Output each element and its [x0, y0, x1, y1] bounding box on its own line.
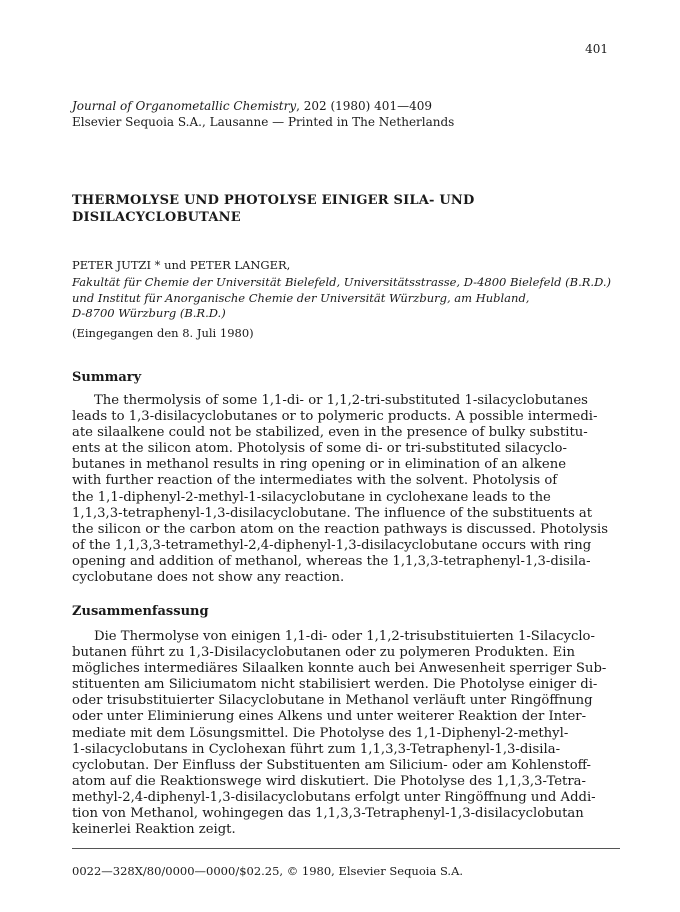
- journal-header: [72, 98, 454, 130]
- text-line: with further reaction of the intermediates with the solvent. Photolysis of: [72, 473, 558, 489]
- text-line: tion von Methanol, wohingegen das 1,1,3,3-Tetraphenyl-1,3-disilacyclobutan: [72, 806, 584, 822]
- text-line: keinerlei Reaktion zeigt.: [72, 822, 236, 838]
- title-line-1: THERMOLYSE UND PHOTOLYSE EINIGER SILA- UND: [72, 193, 475, 208]
- text-line: of the 1,1,3,3-tetramethyl-2,4-diphenyl-1,3-disilacyclobutane occurs with ring: [72, 537, 592, 553]
- affiliation-line-3: D-8700 Würzburg (B.R.D.): [72, 306, 226, 320]
- text-line: The thermolysis of some 1,1-di- or 1,1,2-tri-substituted 1-silacyclobutanes: [94, 393, 588, 408]
- publisher-line: Elsevier Sequoia S.A., Lausanne — Printed in The Netherlands: [72, 115, 455, 129]
- text-line: mögliches intermediäres Silaalken konnte auch bei Anwesenheit sperriger Sub-: [72, 661, 607, 677]
- footer-divider: [72, 848, 620, 849]
- journal-volume-pages: , 202 (1980) 401—409: [296, 99, 432, 113]
- footer-copyright: 0022—328X/80/0000—0000/$02.25, © 1980, Elsevier Sequoia S.A.: [72, 864, 464, 878]
- text-line: cyclobutane does not show any reaction.: [72, 570, 345, 586]
- text-line: butanen führt zu 1,3-Disilacyclobutanen oder zu polymeren Produkten. Ein: [72, 645, 575, 661]
- text-line: oder unter Eliminierung eines Alkens und unter weiterer Reaktion der Inter-: [72, 709, 587, 725]
- text-line: leads to 1,3-disilacyclobutanes or to polymeric products. A possible intermedi-: [72, 409, 598, 425]
- text-line: the 1,1-diphenyl-2-methyl-1-silacyclobutane in cyclohexane leads to the: [72, 489, 551, 505]
- text-line: ate silaalkene could not be stabilized, even in the presence of bulky substitu-: [72, 425, 588, 441]
- page-number: 401: [585, 42, 608, 56]
- text-line: the silicon or the carbon atom on the reaction pathways is discussed. Photolysis: [72, 521, 609, 537]
- journal-name: Journal of Organometallic Chemistry: [72, 99, 297, 113]
- text-line: 1,1,3,3-tetraphenyl-1,3-disilacyclobutane. The influence of the substituents at: [72, 505, 593, 521]
- affiliation-line-2: und Institut für Anorganische Chemie der Universität Würzburg, am Hubland,: [72, 290, 530, 305]
- text-line: stituenten am Siliciumatom nicht stabilisiert werden. Die Photolyse einiger di-: [72, 677, 598, 693]
- affiliation-line-1: Fakultät für Chemie der Universität Bielefeld, Universitätsstrasse, D-4800 Bielefeld (B.R.D.): [72, 275, 612, 289]
- text-line: oder trisubstituierter Silacyclobutane in Methanol verläuft unter Ringöffnung: [72, 693, 593, 709]
- text-line: ents at the silicon atom. Photolysis of some di- or tri-substituted silacyclo-: [72, 441, 567, 457]
- text-line: butanes in methanol results in ring opening or in elimination of an alkene: [72, 457, 567, 473]
- zusammenfassung-heading: Zusammenfassung: [72, 604, 209, 619]
- text-line: Die Thermolyse von einigen 1,1-di- oder 1,1,2-trisubstituierten 1-Silacyclo-: [94, 629, 595, 644]
- text-line: atom auf die Reaktionswege wird diskutiert. Die Photolyse des 1,1,3,3-Tetra-: [72, 773, 586, 789]
- text-line: cyclobutan. Der Einfluss der Substituenten am Silicium- oder am Kohlenstoff-: [72, 757, 591, 773]
- text-line: 1-silacyclobutans in Cyclohexan führt zum 1,1,3,3-Tetraphenyl-1,3-disila-: [72, 741, 561, 757]
- zusammenfassung-text: [72, 629, 620, 838]
- title-line-2: DISILACYCLOBUTANE: [72, 210, 241, 225]
- text-line: methyl-2,4-diphenyl-1,3-disilacyclobutans erfolgt unter Ringöffnung und Addi-: [72, 789, 596, 805]
- article-title: [72, 192, 474, 226]
- summary-text: [72, 393, 620, 586]
- received-date: (Eingegangen den 8. Juli 1980): [72, 326, 254, 340]
- summary-heading: Summary: [72, 370, 142, 385]
- authors: PETER JUTZI * und PETER LANGER,: [72, 258, 291, 272]
- text-line: opening and addition of methanol, whereas the 1,1,3,3-tetraphenyl-1,3-disila-: [72, 553, 591, 569]
- affiliation: [72, 275, 611, 322]
- text-line: mediate mit dem Lösungsmittel. Die Photolyse des 1,1-Diphenyl-2-methyl-: [72, 725, 569, 741]
- journal-citation: [72, 98, 454, 114]
